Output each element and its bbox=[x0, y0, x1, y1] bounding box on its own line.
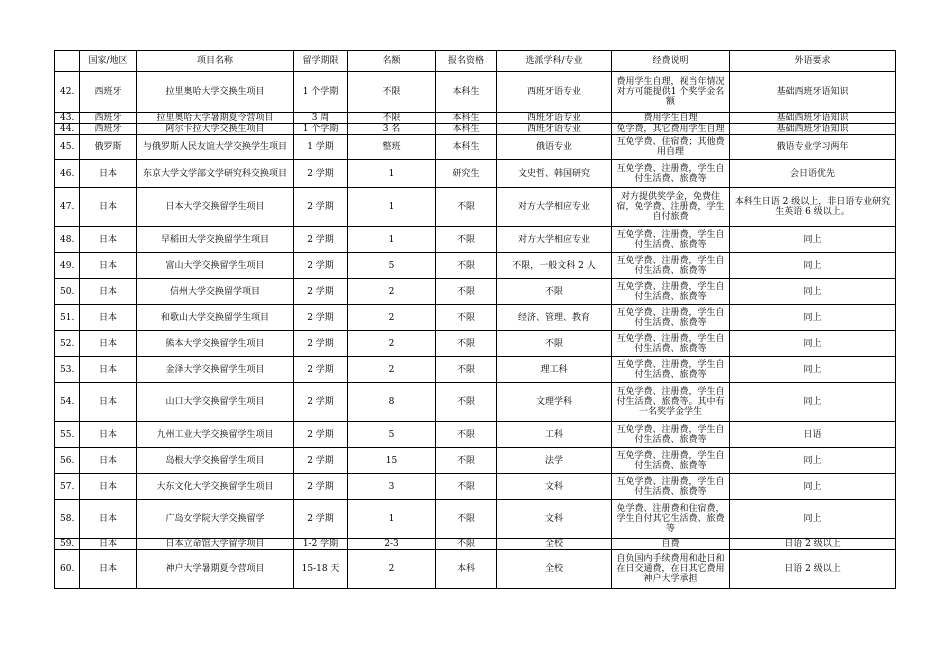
discipline-cell: 西班牙语专业 bbox=[497, 124, 612, 135]
duration-cell: 3 周 bbox=[294, 113, 348, 124]
header-cell: 项目名称 bbox=[137, 51, 294, 72]
funding-cell: 互免学费、注册费，学生自付生活费、旅费等 bbox=[612, 357, 730, 383]
row-number: 50. bbox=[55, 279, 80, 305]
country-cell: 日本 bbox=[80, 550, 137, 589]
eligibility-cell: 不限 bbox=[436, 474, 497, 500]
discipline-cell: 文科 bbox=[497, 500, 612, 539]
eligibility-cell: 不限 bbox=[436, 500, 497, 539]
duration-cell: 1 个学期 bbox=[294, 124, 348, 135]
funding-cell: 互免学费、注册费，学生自付生活费、旅费等 bbox=[612, 279, 730, 305]
discipline-cell: 不限，一般文科 2 人 bbox=[497, 253, 612, 279]
discipline-cell: 工科 bbox=[497, 422, 612, 448]
table-row bbox=[55, 539, 896, 550]
language-cell: 基础西班牙语知识 bbox=[730, 72, 896, 113]
duration-cell: 2 学期 bbox=[294, 422, 348, 448]
language-cell: 基础西班牙语知识 bbox=[730, 124, 896, 135]
discipline-cell: 不限 bbox=[497, 331, 612, 357]
duration-cell: 2 学期 bbox=[294, 357, 348, 383]
program-name-cell: 日本大学交换留学生项目 bbox=[137, 188, 294, 227]
quota-cell: 1 bbox=[348, 188, 436, 227]
language-cell: 同上 bbox=[730, 357, 896, 383]
quota-cell: 5 bbox=[348, 422, 436, 448]
country-cell: 日本 bbox=[80, 474, 137, 500]
table-row bbox=[55, 474, 896, 500]
header-cell: 留学期限 bbox=[294, 51, 348, 72]
quota-cell: 1 bbox=[348, 160, 436, 188]
country-cell: 俄罗斯 bbox=[80, 135, 137, 160]
program-name-cell: 信州大学交换留学项目 bbox=[137, 279, 294, 305]
funding-cell: 费用学生自理 bbox=[612, 113, 730, 124]
quota-cell: 1 bbox=[348, 227, 436, 253]
quota-cell: 不限 bbox=[348, 72, 436, 113]
row-number: 43. bbox=[55, 113, 80, 124]
row-number: 55. bbox=[55, 422, 80, 448]
language-cell: 同上 bbox=[730, 474, 896, 500]
country-cell: 日本 bbox=[80, 448, 137, 474]
discipline-cell: 全校 bbox=[497, 550, 612, 589]
country-cell: 日本 bbox=[80, 357, 137, 383]
quota-cell: 8 bbox=[348, 383, 436, 422]
duration-cell: 15-18 天 bbox=[294, 550, 348, 589]
language-cell: 同上 bbox=[730, 305, 896, 331]
duration-cell: 2 学期 bbox=[294, 448, 348, 474]
header-cell: 外语要求 bbox=[730, 51, 896, 72]
table-row bbox=[55, 550, 896, 589]
duration-cell: 2 学期 bbox=[294, 474, 348, 500]
quota-cell: 3 名 bbox=[348, 124, 436, 135]
eligibility-cell: 不限 bbox=[436, 422, 497, 448]
eligibility-cell: 本科生 bbox=[436, 135, 497, 160]
program-name-cell: 金泽大学交换留学生项目 bbox=[137, 357, 294, 383]
row-number: 46. bbox=[55, 160, 80, 188]
program-name-cell: 拉里奥哈大学交换生项目 bbox=[137, 72, 294, 113]
duration-cell: 2 学期 bbox=[294, 305, 348, 331]
program-name-cell: 东京大学文学部文学研究科交换项目 bbox=[137, 160, 294, 188]
quota-cell: 2 bbox=[348, 279, 436, 305]
table-row bbox=[55, 160, 896, 188]
eligibility-cell: 不限 bbox=[436, 188, 497, 227]
row-number: 44. bbox=[55, 124, 80, 135]
row-number: 60. bbox=[55, 550, 80, 589]
table-row bbox=[55, 72, 896, 113]
quota-cell: 5 bbox=[348, 253, 436, 279]
funding-cell: 费用学生自理，视当年情况对方可能提供1 个奖学金名额 bbox=[612, 72, 730, 113]
duration-cell: 2 学期 bbox=[294, 227, 348, 253]
table-row bbox=[55, 422, 896, 448]
program-name-cell: 和歌山大学交换留学生项目 bbox=[137, 305, 294, 331]
row-number: 53. bbox=[55, 357, 80, 383]
program-name-cell: 富山大学交换留学生项目 bbox=[137, 253, 294, 279]
discipline-cell: 全校 bbox=[497, 539, 612, 550]
eligibility-cell: 本科生 bbox=[436, 124, 497, 135]
header-cell: 国家/地区 bbox=[80, 51, 137, 72]
eligibility-cell: 不限 bbox=[436, 357, 497, 383]
program-name-cell: 山口大学交换留学生项目 bbox=[137, 383, 294, 422]
country-cell: 日本 bbox=[80, 188, 137, 227]
program-name-cell: 大东文化大学交换留学生项目 bbox=[137, 474, 294, 500]
language-cell: 同上 bbox=[730, 279, 896, 305]
quota-cell: 不限 bbox=[348, 113, 436, 124]
header-cell: 经费说明 bbox=[612, 51, 730, 72]
row-number: 57. bbox=[55, 474, 80, 500]
row-number: 42. bbox=[55, 72, 80, 113]
eligibility-cell: 不限 bbox=[436, 539, 497, 550]
language-cell: 日语 2 级以上 bbox=[730, 539, 896, 550]
eligibility-cell: 不限 bbox=[436, 253, 497, 279]
language-cell: 同上 bbox=[730, 253, 896, 279]
country-cell: 日本 bbox=[80, 279, 137, 305]
quota-cell: 2 bbox=[348, 331, 436, 357]
duration-cell: 2 学期 bbox=[294, 188, 348, 227]
program-name-cell: 日本立命馆大学留学项目 bbox=[137, 539, 294, 550]
funding-cell: 互免学费、注册费，学生自付生活费、旅费等 bbox=[612, 305, 730, 331]
language-cell: 同上 bbox=[730, 331, 896, 357]
duration-cell: 1 个学期 bbox=[294, 72, 348, 113]
funding-cell: 互免学费、住宿费；其他费用自理 bbox=[612, 135, 730, 160]
header-cell: 报名资格 bbox=[436, 51, 497, 72]
country-cell: 日本 bbox=[80, 500, 137, 539]
eligibility-cell: 本科生 bbox=[436, 113, 497, 124]
quota-cell: 2 bbox=[348, 357, 436, 383]
duration-cell: 2 学期 bbox=[294, 383, 348, 422]
program-name-cell: 早稻田大学交换留学生项目 bbox=[137, 227, 294, 253]
country-cell: 日本 bbox=[80, 539, 137, 550]
quota-cell: 3 bbox=[348, 474, 436, 500]
table-row bbox=[55, 113, 896, 124]
duration-cell: 2 学期 bbox=[294, 279, 348, 305]
eligibility-cell: 不限 bbox=[436, 331, 497, 357]
discipline-cell: 文史哲、韩国研究 bbox=[497, 160, 612, 188]
table-row bbox=[55, 188, 896, 227]
discipline-cell: 文理学科 bbox=[497, 383, 612, 422]
table-header-row bbox=[55, 51, 896, 72]
country-cell: 日本 bbox=[80, 305, 137, 331]
row-number: 48. bbox=[55, 227, 80, 253]
eligibility-cell: 本科生 bbox=[436, 72, 497, 113]
table-row bbox=[55, 448, 896, 474]
duration-cell: 1-2 学期 bbox=[294, 539, 348, 550]
language-cell: 会日语优先 bbox=[730, 160, 896, 188]
funding-cell: 对方提供奖学金，免费住宿，免学费、注册费，学生自付旅费 bbox=[612, 188, 730, 227]
table-row bbox=[55, 253, 896, 279]
program-name-cell: 与俄罗斯人民友谊大学交换学生项目 bbox=[137, 135, 294, 160]
row-number: 45. bbox=[55, 135, 80, 160]
duration-cell: 2 学期 bbox=[294, 331, 348, 357]
duration-cell: 1 学期 bbox=[294, 135, 348, 160]
table-row bbox=[55, 331, 896, 357]
program-name-cell: 熊本大学交换留学生项目 bbox=[137, 331, 294, 357]
row-number: 51. bbox=[55, 305, 80, 331]
quota-cell: 2 bbox=[348, 550, 436, 589]
program-name-cell: 拉里奥哈大学暑期夏令营项目 bbox=[137, 113, 294, 124]
eligibility-cell: 不限 bbox=[436, 227, 497, 253]
quota-cell: 2 bbox=[348, 305, 436, 331]
funding-cell: 互免学费、注册费，学生自付生活费、旅费等 bbox=[612, 160, 730, 188]
country-cell: 西班牙 bbox=[80, 124, 137, 135]
discipline-cell: 对方大学相应专业 bbox=[497, 188, 612, 227]
header-cell: 名额 bbox=[348, 51, 436, 72]
program-name-cell: 神户大学暑期夏令营项目 bbox=[137, 550, 294, 589]
row-number: 54. bbox=[55, 383, 80, 422]
discipline-cell: 西班牙语专业 bbox=[497, 72, 612, 113]
eligibility-cell: 不限 bbox=[436, 305, 497, 331]
language-cell: 日语 bbox=[730, 422, 896, 448]
country-cell: 西班牙 bbox=[80, 113, 137, 124]
discipline-cell: 经济、管理、教育 bbox=[497, 305, 612, 331]
table-row bbox=[55, 135, 896, 160]
country-cell: 日本 bbox=[80, 253, 137, 279]
country-cell: 日本 bbox=[80, 383, 137, 422]
row-number: 56. bbox=[55, 448, 80, 474]
language-cell: 同上 bbox=[730, 500, 896, 539]
discipline-cell: 俄语专业 bbox=[497, 135, 612, 160]
funding-cell: 互免学费、注册费，学生自付生活费、旅费等 bbox=[612, 227, 730, 253]
duration-cell: 2 学期 bbox=[294, 160, 348, 188]
exchange-program-table bbox=[54, 50, 896, 589]
quota-cell: 15 bbox=[348, 448, 436, 474]
table-row bbox=[55, 124, 896, 135]
country-cell: 日本 bbox=[80, 227, 137, 253]
country-cell: 日本 bbox=[80, 160, 137, 188]
language-cell: 同上 bbox=[730, 383, 896, 422]
funding-cell: 互免学费、注册费，学生自付生活费、旅费等 bbox=[612, 474, 730, 500]
funding-cell: 自费 bbox=[612, 539, 730, 550]
eligibility-cell: 不限 bbox=[436, 448, 497, 474]
funding-cell: 互免学费、注册费，学生自付生活费、旅费等 bbox=[612, 331, 730, 357]
header-cell bbox=[55, 51, 80, 72]
language-cell: 同上 bbox=[730, 448, 896, 474]
discipline-cell: 理工科 bbox=[497, 357, 612, 383]
row-number: 47. bbox=[55, 188, 80, 227]
funding-cell: 免学费、注册费和住宿费，学生自付其它生活费、旅费等 bbox=[612, 500, 730, 539]
row-number: 58. bbox=[55, 500, 80, 539]
program-name-cell: 阿尔卡拉大学交换生项目 bbox=[137, 124, 294, 135]
table-row bbox=[55, 227, 896, 253]
header-cell: 选派学科/专业 bbox=[497, 51, 612, 72]
program-name-cell: 岛根大学交换留学生项目 bbox=[137, 448, 294, 474]
discipline-cell: 西班牙语专业 bbox=[497, 113, 612, 124]
funding-cell: 互免学费、注册费，学生自付生活费、旅费等 bbox=[612, 422, 730, 448]
quota-cell: 2-3 bbox=[348, 539, 436, 550]
country-cell: 西班牙 bbox=[80, 72, 137, 113]
table-row bbox=[55, 357, 896, 383]
eligibility-cell: 本科 bbox=[436, 550, 497, 589]
funding-cell: 互免学费、注册费，学生自付生活费、旅费等。其中有一名奖学金学生 bbox=[612, 383, 730, 422]
program-name-cell: 广岛女学院大学交换留学 bbox=[137, 500, 294, 539]
duration-cell: 2 学期 bbox=[294, 253, 348, 279]
quota-cell: 1 bbox=[348, 500, 436, 539]
funding-cell: 互免学费、注册费，学生自付生活费、旅费等 bbox=[612, 253, 730, 279]
discipline-cell: 法学 bbox=[497, 448, 612, 474]
row-number: 52. bbox=[55, 331, 80, 357]
funding-cell: 免学费，其它费用学生自理 bbox=[612, 124, 730, 135]
program-name-cell: 九州工业大学交换留学生项目 bbox=[137, 422, 294, 448]
country-cell: 日本 bbox=[80, 422, 137, 448]
quota-cell: 整班 bbox=[348, 135, 436, 160]
eligibility-cell: 不限 bbox=[436, 279, 497, 305]
eligibility-cell: 不限 bbox=[436, 383, 497, 422]
discipline-cell: 对方大学相应专业 bbox=[497, 227, 612, 253]
duration-cell: 2 学期 bbox=[294, 500, 348, 539]
language-cell: 同上 bbox=[730, 227, 896, 253]
language-cell: 日语 2 级以上 bbox=[730, 550, 896, 589]
funding-cell: 互免学费、注册费，学生自付生活费、旅费等 bbox=[612, 448, 730, 474]
table-row bbox=[55, 305, 896, 331]
funding-cell: 自负国内手续费用和赴日和在日交通费，在日其它费用神户大学承担 bbox=[612, 550, 730, 589]
table-row bbox=[55, 383, 896, 422]
eligibility-cell: 研究生 bbox=[436, 160, 497, 188]
language-cell: 俄语专业学习两年 bbox=[730, 135, 896, 160]
table-row bbox=[55, 500, 896, 539]
table-row bbox=[55, 279, 896, 305]
discipline-cell: 不限 bbox=[497, 279, 612, 305]
country-cell: 日本 bbox=[80, 331, 137, 357]
row-number: 59. bbox=[55, 539, 80, 550]
discipline-cell: 文科 bbox=[497, 474, 612, 500]
row-number: 49. bbox=[55, 253, 80, 279]
language-cell: 基础西班牙语知识 bbox=[730, 113, 896, 124]
language-cell: 本科生日语 2 级以上，非日语专业研究生英语 6 级以上。 bbox=[730, 188, 896, 227]
